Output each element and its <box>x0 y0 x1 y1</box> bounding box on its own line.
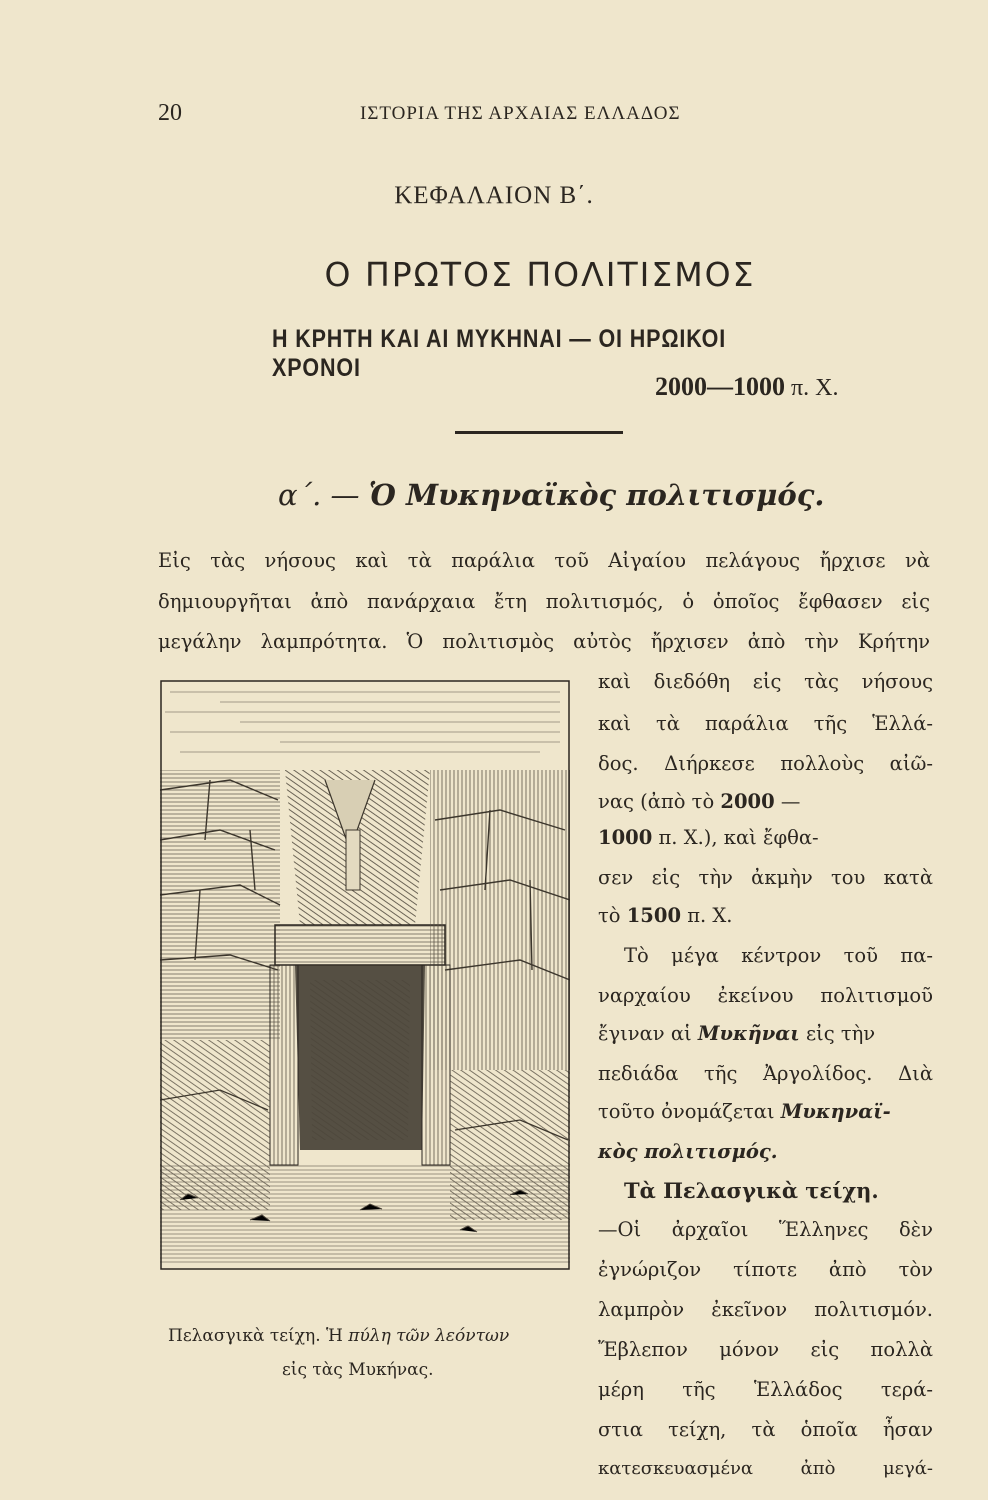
year-span: 1000 <box>598 826 653 849</box>
column-line <box>598 904 933 927</box>
page-number: 20 <box>158 100 182 126</box>
figure-caption-line1 <box>168 1326 509 1346</box>
chapter-title: Ο ΠΡΩΤΟΣ ΠΟΛΙΤΙΣΜΟΣ <box>324 255 756 294</box>
lion-gate-illustration <box>160 680 570 1290</box>
caption-text: Πελασγικὰ τείχη. Ἡ <box>168 1326 349 1346</box>
column-line: καὶ διεδόθη εἰς τὰς νήσους <box>598 670 933 693</box>
column-line: λαμπρὸν ἐκεῖνον πολιτισμόν. <box>598 1298 933 1321</box>
text-span: τὸ <box>598 904 627 927</box>
date-range-years: 2000—1000 <box>655 372 785 401</box>
column-line: σεν εἰς τὴν ἀκμὴν του κατὰ <box>598 866 933 889</box>
section-heading <box>278 478 824 512</box>
intro-line: δημιουργῆται ἀπὸ πανάρχαια ἔτη πολιτισμός, ὁ ὁποῖος ἔφθασεν εἰς <box>158 590 930 613</box>
year-span: 1500 <box>626 904 682 927</box>
text-span: εἰς τὴν <box>799 1022 876 1045</box>
intro-line: Εἰς τὰς νήσους καὶ τὰ παράλια τοῦ Αἰγαίου πελάγους ἤρχισε νὰ <box>158 549 930 572</box>
caption-italic: πύλη τῶν λεόντων <box>348 1326 510 1346</box>
text-span: νας (ἀπὸ τὸ <box>598 790 721 813</box>
figure-caption-line2: εἰς τὰς Μυκήνας. <box>282 1360 434 1380</box>
emphasis-span: Μυκῆναι <box>697 1022 800 1045</box>
text-span: — <box>774 790 801 813</box>
year-span: 2000 <box>720 790 775 813</box>
column-line <box>598 1100 933 1123</box>
date-range-suffix: π. Χ. <box>791 375 839 401</box>
column-line: κὸς πολιτισμός. <box>598 1140 778 1163</box>
intro-line: μεγάλην λαμπρότητα. Ὁ πολιτισμὸς αὐτὸς ἤρχισεν ἀπὸ τὴν Κρήτην <box>158 630 930 653</box>
column-line <box>598 826 933 849</box>
column-line: κατεσκευασμένα ἀπὸ μεγά- <box>598 1458 933 1479</box>
subheading-pelasgic-walls: Τὰ Πελασγικὰ τείχη. <box>624 1178 879 1203</box>
text-span: τοῦτο ὀνομάζεται <box>598 1100 781 1123</box>
chapter-subtitle: Η ΚΡΗΤΗ ΚΑΙ ΑΙ ΜΥΚΗΝΑΙ — ΟΙ ΗΡΩΙΚΟΙ ΧΡΟΝΟΙ <box>272 325 727 382</box>
column-line: πεδιάδα τῆς Ἀργολίδος. Διὰ <box>598 1062 933 1085</box>
text-span: π. Χ.), καὶ ἔφθα- <box>652 826 819 849</box>
column-line: μέρη τῆς Ἑλλάδος τερά- <box>598 1378 933 1401</box>
text-span: π. Χ. <box>681 904 733 927</box>
section-divider <box>455 431 623 434</box>
column-line: ναρχαίου ἐκείνου πολιτισμοῦ <box>598 984 933 1007</box>
column-line: καὶ τὰ παράλια τῆς Ἑλλά- <box>598 712 933 735</box>
column-line: Τὸ μέγα κέντρον τοῦ πα- <box>624 944 933 967</box>
running-title: ΙΣΤΟΡΙΑ ΤΗΣ ΑΡΧΑΙΑΣ ΕΛΛΑΔΟΣ <box>360 103 681 124</box>
column-line: ἐγνώριζον τίποτε ἀπὸ τὸν <box>598 1258 933 1281</box>
text-span: ἔγιναν αἱ <box>598 1022 698 1045</box>
column-line: —Οἱ ἀρχαῖοι Ἕλληνες δὲν <box>598 1218 933 1241</box>
emphasis-span: Μυκηναϊ- <box>780 1100 891 1123</box>
column-line: Ἔβλεπον μόνον εἰς πολλὰ <box>598 1338 933 1361</box>
column-line: στια τείχη, τὰ ὁποῖα ἦσαν <box>598 1418 933 1441</box>
section-title: Ὁ Μυκηναϊκὸς πολιτισμός. <box>368 478 825 512</box>
column-line <box>598 790 933 813</box>
chapter-label: ΚΕΦΑΛΑΙΟΝ Β΄. <box>394 182 594 209</box>
date-range <box>655 372 838 402</box>
section-number: α΄. — <box>278 478 369 512</box>
column-line: δος. Διήρκεσε πολλοὺς αἰῶ- <box>598 752 933 775</box>
column-line <box>598 1022 933 1045</box>
